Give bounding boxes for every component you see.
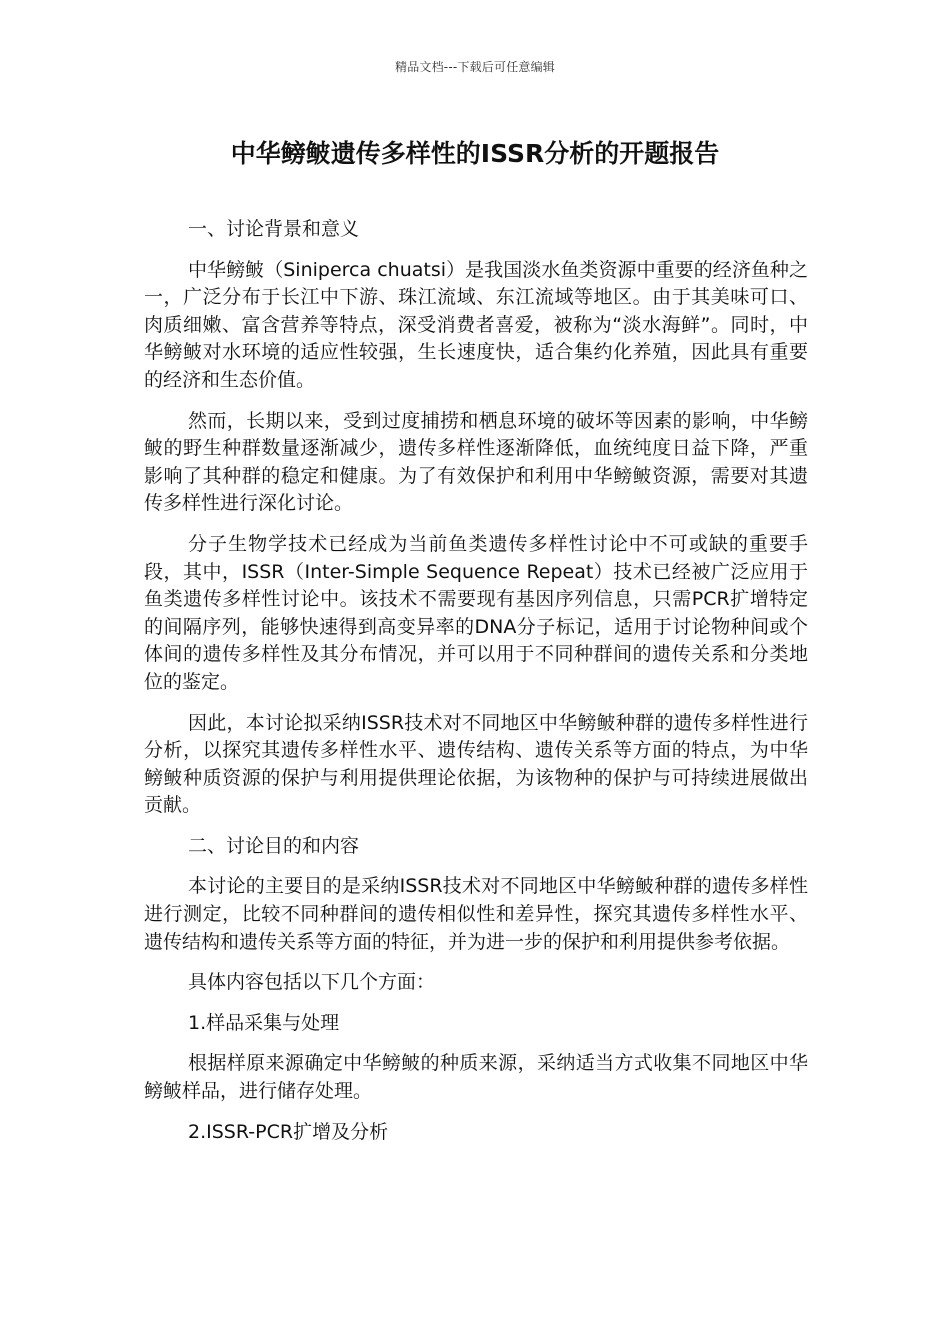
document-title: 中华鳑鲏遗传多样性的ISSR分析的开题报告	[230, 139, 720, 168]
list-item-issr-pcr: 2.ISSR-PCR扩增及分析	[188, 1120, 389, 1143]
paragraph-content-intro: 具体内容包括以下几个方面：	[188, 971, 436, 994]
paragraph-main-objective: 本讨论的主要目的是采纳ISSR技术对不同地区中华鳑鲏种群的遗传多样性进行测定，比较不同种群间的遗传相似性和差异性，探究其遗传多样性水平、遗传结构和遗传关系等方面的特征，并为进一步的保护和利用提供参考依据。	[144, 875, 808, 953]
paragraph-threats: 然而，长期以来，受到过度捕捞和栖息环境的破坏等因素的影响，中华鳑鲏的野生种群数量逐渐减少，遗传多样性逐渐降低，血统纯度日益下降，严重影响了其种群的稳定和健康。为了有效保护和利用中华鳑鲏资源，需要对其遗传多样性进行深化讨论。	[144, 409, 808, 515]
paragraph-sample-collection: 根据样原来源确定中华鳑鲏的种质来源，采纳适当方式收集不同地区中华鳑鲏样品，进行储存处理。	[144, 1052, 808, 1103]
section-heading-objectives: 二、讨论目的和内容	[188, 834, 360, 857]
document-body	[144, 216, 808, 1159]
paragraph-issr-technique: 分子生物学技术已经成为当前鱼类遗传多样性讨论中不可或缺的重要手段，其中，ISSR（Inter-Simple Sequence Repeat）技术已经被广泛应用于鱼类遗传多样性讨论中。该技术不需要现有基因序列信息，只需PCR扩增特定的间隔序列，能够快速得到高变异率的DNA分子标记，适用于讨论物种间或个体间的遗传多样性及其分布情况，并可以用于不同种群间的遗传关系和分类地位的鉴定。	[144, 532, 808, 693]
paragraph-intro: 中华鳑鲏（Siniperca chuatsi）是我国淡水鱼类资源中重要的经济鱼种之一，广泛分布于长江中下游、珠江流域、东江流域等地区。由于其美味可口、肉质细嫩、富含营养等特点，深受消费者喜爱，被称为“淡水海鲜”。同时，中华鳑鲏对水环境的适应性较强，生长速度快，适合集约化养殖，因此具有重要的经济和生态价值。	[144, 258, 808, 391]
list-item-sample-collection: 1.样品采集与处理	[188, 1011, 340, 1034]
page-header-note: 精品文档---下载后可任意编辑	[395, 60, 555, 74]
paragraph-study-aim: 因此，本讨论拟采纳ISSR技术对不同地区中华鳑鲏种群的遗传多样性进行分析，以探究其遗传多样性水平、遗传结构、遗传关系等方面的特点，为中华鳑鲏种质资源的保护与利用提供理论依据，为该物种的保护与可持续进展做出贡献。	[144, 711, 808, 817]
section-heading-background: 一、讨论背景和意义	[188, 218, 360, 240]
